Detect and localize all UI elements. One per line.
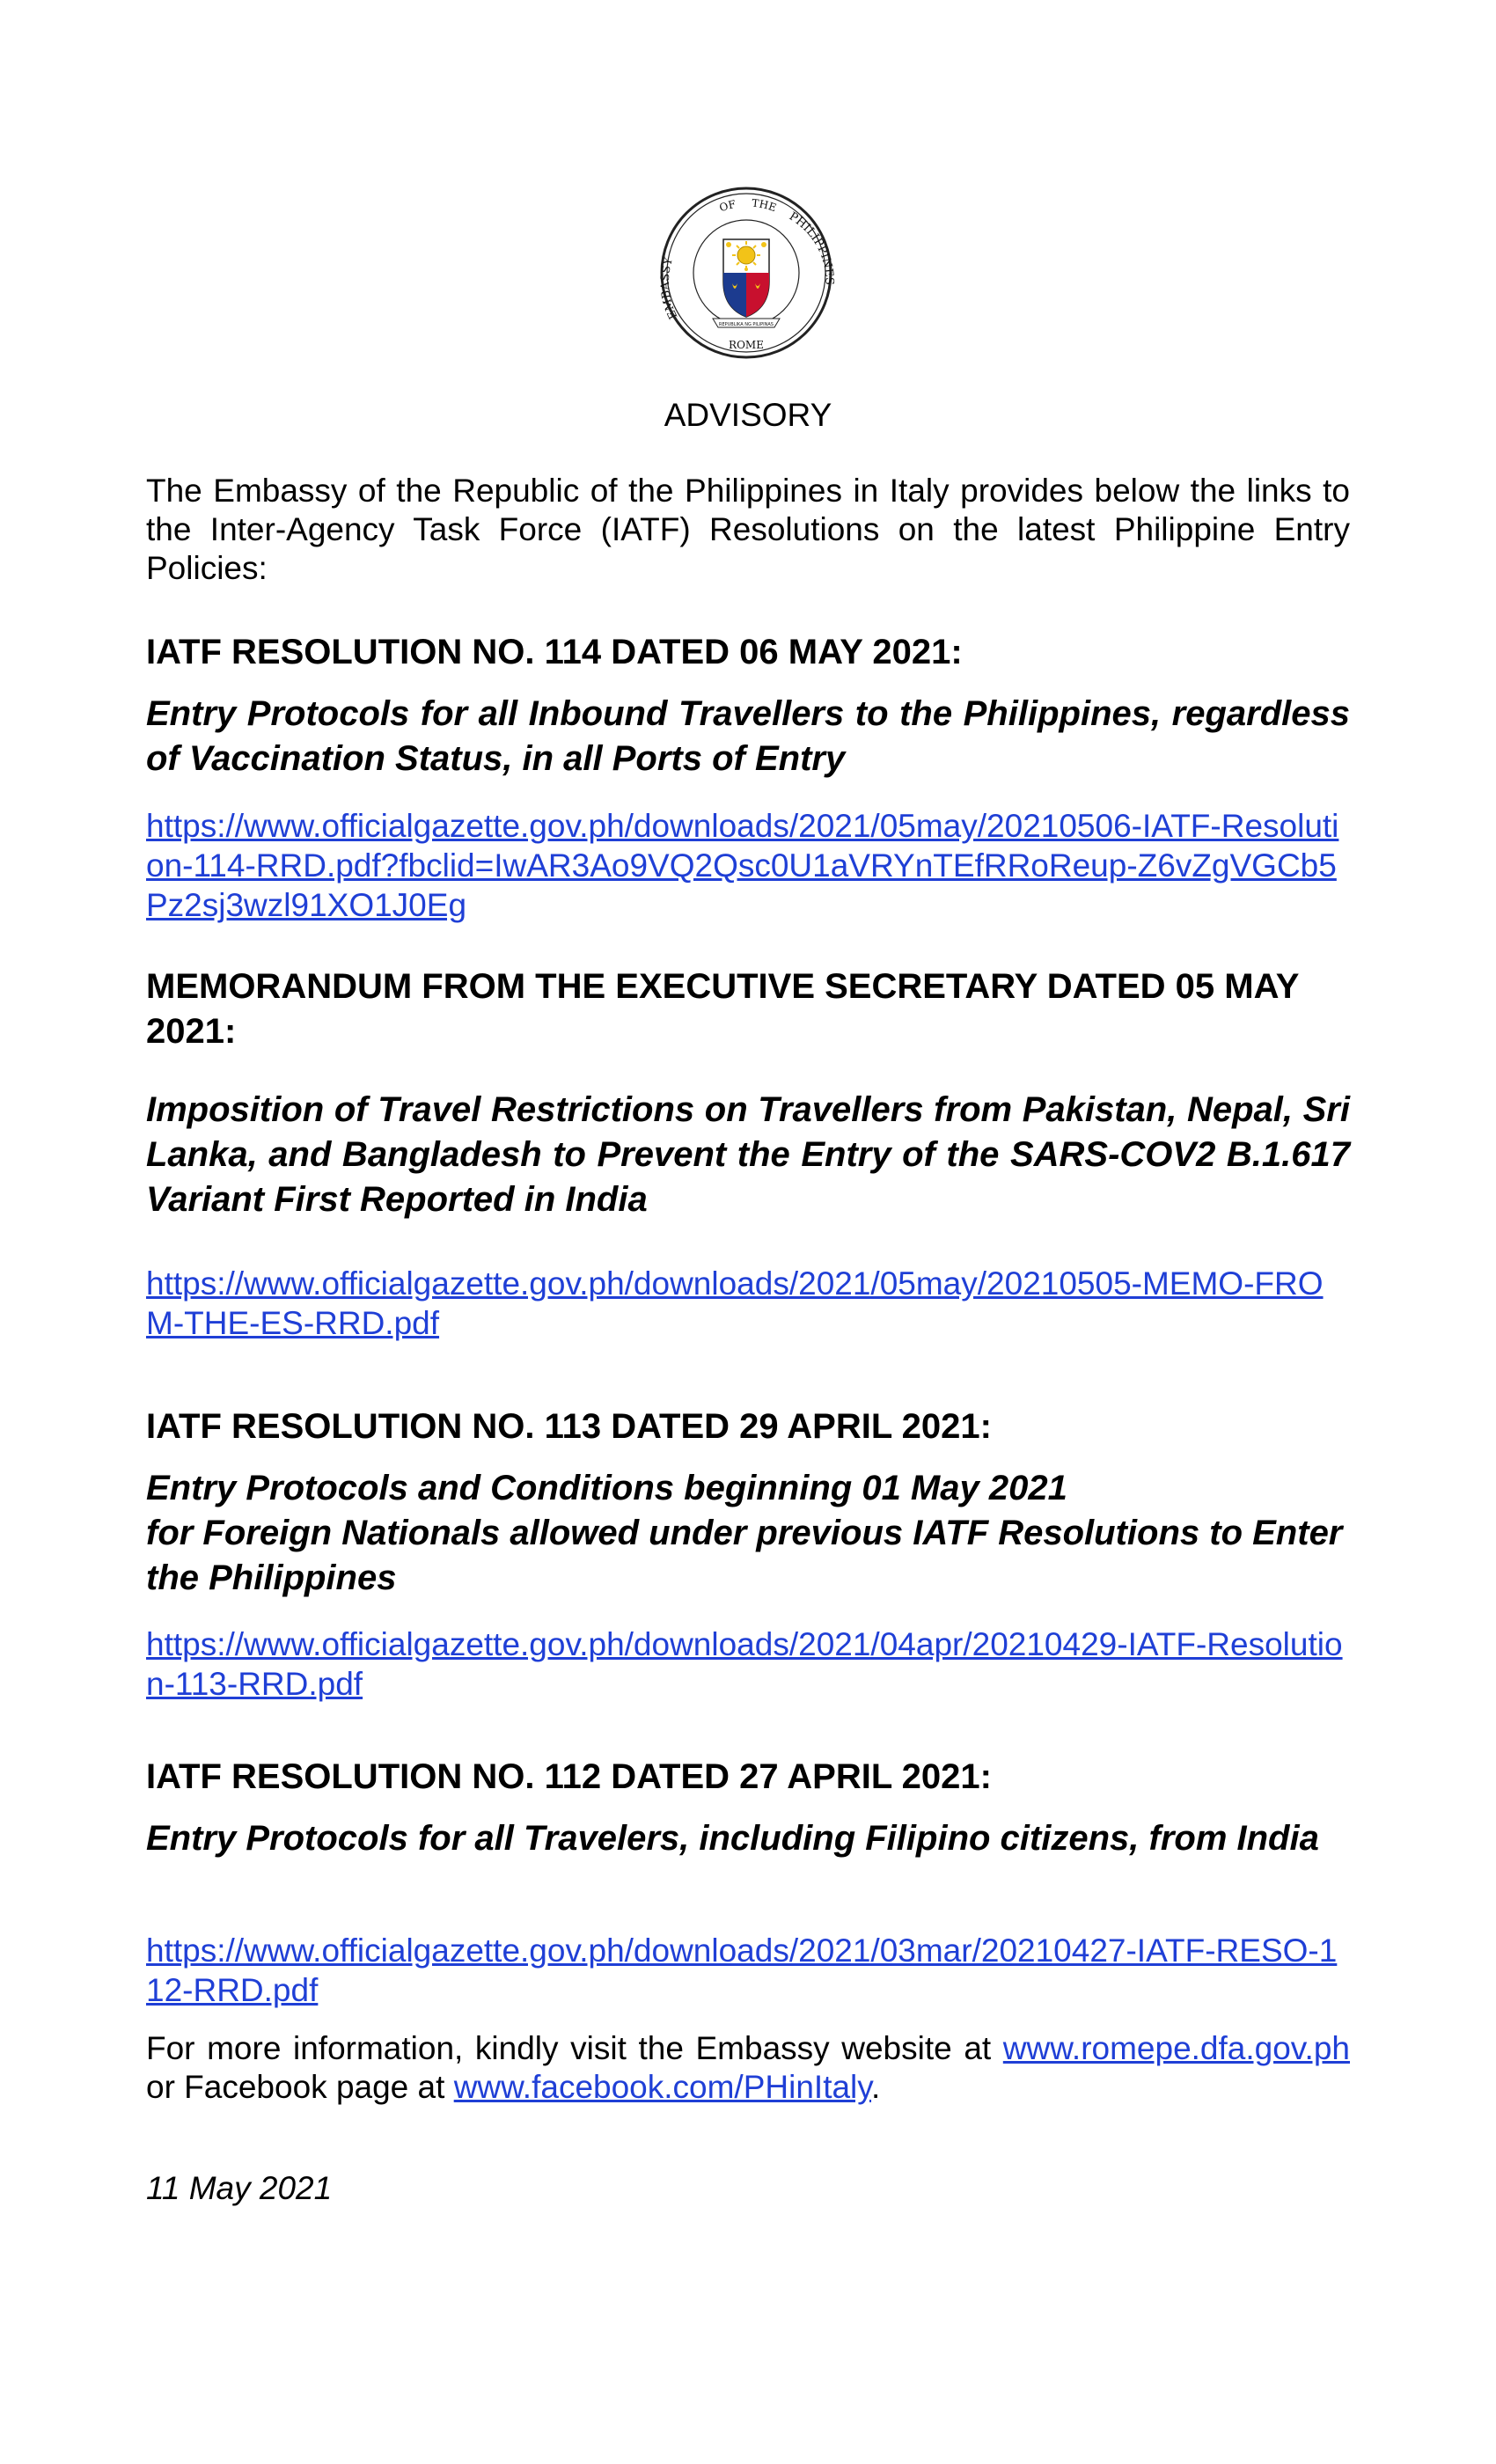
advisory-page — [146, 0, 1350, 2464]
seal-text-bottom: ROME — [729, 339, 764, 351]
embassy-website-link[interactable]: www.romepe.dfa.gov.ph — [1002, 2030, 1350, 2066]
embassy-seal — [642, 185, 850, 361]
seal-text-left: EMBASSY — [658, 256, 681, 321]
section-3-link[interactable]: https://www.officialgazette.gov.ph/downloads/2021/04apr/20210429-IATF-Resolution-113-RRD.pdf — [146, 1626, 1343, 1702]
section-3-heading: IATF RESOLUTION NO. 113 DATED 29 APRIL 2021: — [146, 1407, 992, 1446]
facebook-page-link[interactable]: www.facebook.com/PHinItaly — [453, 2069, 872, 2105]
intro-paragraph: The Embassy of the Republic of the Philippines in Italy provides below the links to the Inter-Agency Task Force (IATF) Resolutions on the latest Philippine Entry Policies: — [146, 473, 1350, 586]
section-1-subtitle: Entry Protocols for all Inbound Travellers to the Philippines, regardless of Vaccination Status, in all Ports of Entry — [146, 694, 1350, 778]
section-3-subtitle-line1: Entry Protocols and Conditions beginning 01 May 2021 — [146, 1469, 1067, 1507]
seal-text-right: PHILIPPINES — [786, 209, 836, 285]
section-1-heading: IATF RESOLUTION NO. 114 DATED 06 MAY 2021: — [146, 633, 963, 671]
section-4-link[interactable]: https://www.officialgazette.gov.ph/downloads/2021/03mar/20210427-IATF-RESO-112-RRD.pdf — [146, 1932, 1338, 2008]
section-2-heading: MEMORANDUM FROM THE EXECUTIVE SECRETARY DATED 05 MAY 2021: — [146, 967, 1299, 1051]
section-4-subtitle: Entry Protocols for all Travelers, including Filipino citizens, from India — [146, 1819, 1319, 1858]
footer-text-end: . — [871, 2069, 881, 2105]
seal-emblem-icon — [642, 185, 850, 361]
footer-text-before: For more information, kindly visit the Embassy website at — [146, 2030, 992, 2066]
section-2-link[interactable]: https://www.officialgazette.gov.ph/downloads/2021/05may/20210505-MEMO-FROM-THE-ES-RRD.pdf — [146, 1265, 1324, 1341]
footer-text-middle: or Facebook page at — [146, 2069, 445, 2105]
section-2-subtitle: Imposition of Travel Restrictions on Travellers from Pakistan, Nepal, Sri Lanka, and Bangladesh to Prevent the Entry of the SARS-COV2 B.1.617 Variant First Reported in India — [146, 1090, 1350, 1219]
section-3-subtitle-line2: for Foreign Nationals allowed under previous IATF Resolutions to Enter the Philippines — [146, 1514, 1343, 1597]
seal-text-the: THE — [751, 196, 779, 215]
seal-text-of: OF — [717, 197, 737, 215]
footer-paragraph — [146, 2029, 1350, 2107]
section-3-subtitle — [146, 1466, 1350, 1601]
section-4-heading: IATF RESOLUTION NO. 112 DATED 27 APRIL 2021: — [146, 1757, 992, 1796]
advisory-title: ADVISORY — [664, 397, 832, 433]
advisory-date: 11 May 2021 — [146, 2170, 333, 2206]
section-1-link[interactable]: https://www.officialgazette.gov.ph/downloads/2021/05may/20210506-IATF-Resolution-114-RRD.pdf?fbclid=IwAR3Ao9VQ2Qsc0U1aVRYnTEfRRoReup-Z6vZgVGCb5Pz2sj3wzl91XO1J0Eg — [146, 808, 1339, 923]
seal-ribbon-text: REPUBLIKA NG PILIPINAS — [719, 322, 774, 327]
